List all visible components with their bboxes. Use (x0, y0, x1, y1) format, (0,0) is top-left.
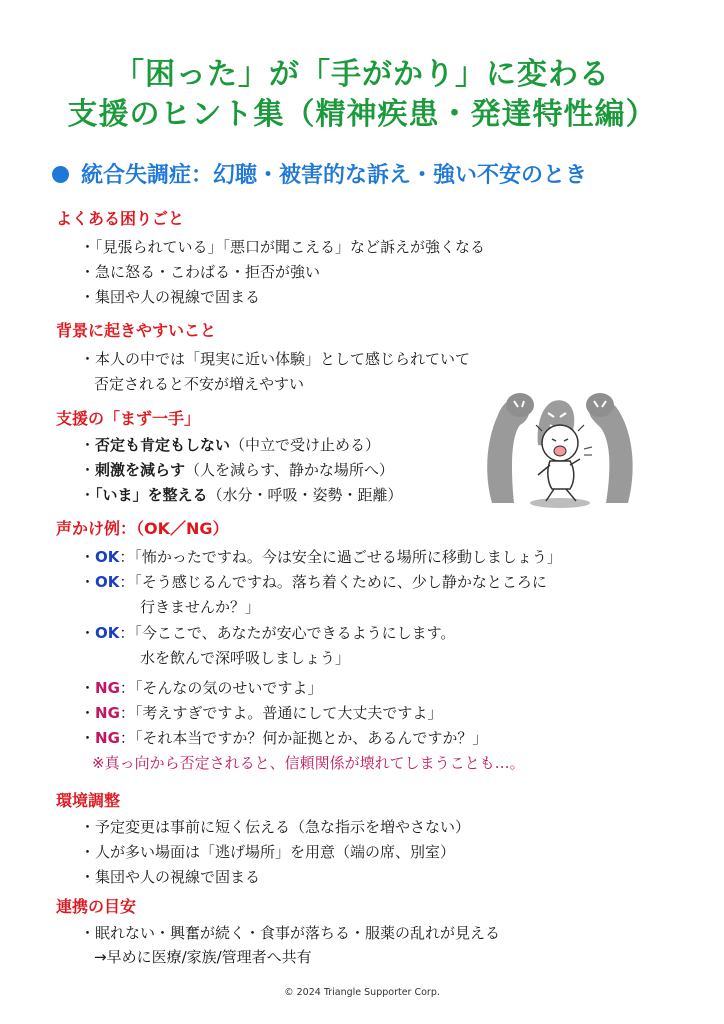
person-body (548, 461, 574, 489)
coordination-heading: 連携の目安 (56, 897, 137, 916)
ok-example: ・OK：「怖かったですね。今は安全に過ごせる場所に移動しましょう」 (80, 548, 562, 566)
list-item: ・刺激を減らす（人を減らす、静かな場所へ） (80, 461, 394, 479)
bullet-dot-icon (52, 166, 69, 183)
warning-note: ※真っ向から否定されると、信頼関係が壊れてしまうことも…。 (92, 754, 525, 772)
ng-example: ・NG：「それ本当ですか？何か証拠とか、あるんですか？」 (80, 729, 488, 747)
ng-example: ・NG：「考えすぎですよ。普通にして大丈夫ですよ」 (80, 704, 443, 722)
examples-heading: 声かけ例：（OK／NG） (56, 519, 229, 538)
list-item: ・人が多い場面は「逃げ場所」を用意（端の席、別室） (80, 843, 456, 861)
list-item: ・否定も肯定もしない（中立で受け止める） (80, 436, 381, 454)
first-step-heading: 支援の「まず一手」 (56, 409, 201, 428)
list-item: ・「見張られている」「悪口が聞こえる」など訴えが強くなる (80, 238, 486, 256)
list-item-continuation: 否定されると不安が増えやすい (94, 375, 305, 393)
ok-example-continuation: 行きませんか？」 (140, 598, 261, 616)
ok-example: ・OK：「そう感じるんですね。落ち着くために、少し静かなところに (80, 573, 547, 591)
list-item: ・「いま」を整える（水分・呼吸・姿勢・距離） (80, 486, 403, 504)
section-heading-text: 統合失調症：幻聴・被害的な訴え・強い不安のとき (81, 163, 588, 188)
list-item: ・本人の中では「現実に近い体験」として感じられていて (80, 350, 471, 368)
ok-example: ・OK：「今ここで、あなたが安心できるようにします。 (80, 624, 456, 642)
title-line-1: 「困った」が「手がかり」に変わる (114, 57, 610, 92)
list-item: ・急に怒る・こわばる・拒否が強い (80, 263, 321, 281)
list-item: ・集団や人の視線で固まる (80, 288, 261, 306)
list-item: ・眠れない・興奮が続く・食事が落ちる・服薬の乱れが見える (80, 924, 501, 942)
list-item: ・集団や人の視線で固まる (80, 868, 261, 886)
anxious-person-illustration (480, 385, 640, 510)
ok-example-continuation: 水を飲んで深呼吸しましょう」 (140, 649, 351, 667)
copyright-footer: © 2024 Triangle Supporter Corp. (284, 987, 440, 998)
common-issues-heading: よくある困りごと (56, 209, 185, 228)
title-line-2: 支援のヒント集（精神疾患・発達特性編） (67, 97, 657, 132)
environment-heading: 環境調整 (56, 791, 121, 810)
list-item: ・予定変更は事前に短く伝える（急な指示を増やさない） (80, 818, 471, 836)
section-heading (52, 158, 587, 189)
ng-example: ・NG：「そんなの気のせいですよ」 (80, 679, 323, 697)
list-item-continuation: →早めに医療/家族/管理者へ共有 (94, 948, 312, 966)
background-heading: 背景に起きやすいこと (56, 321, 217, 340)
